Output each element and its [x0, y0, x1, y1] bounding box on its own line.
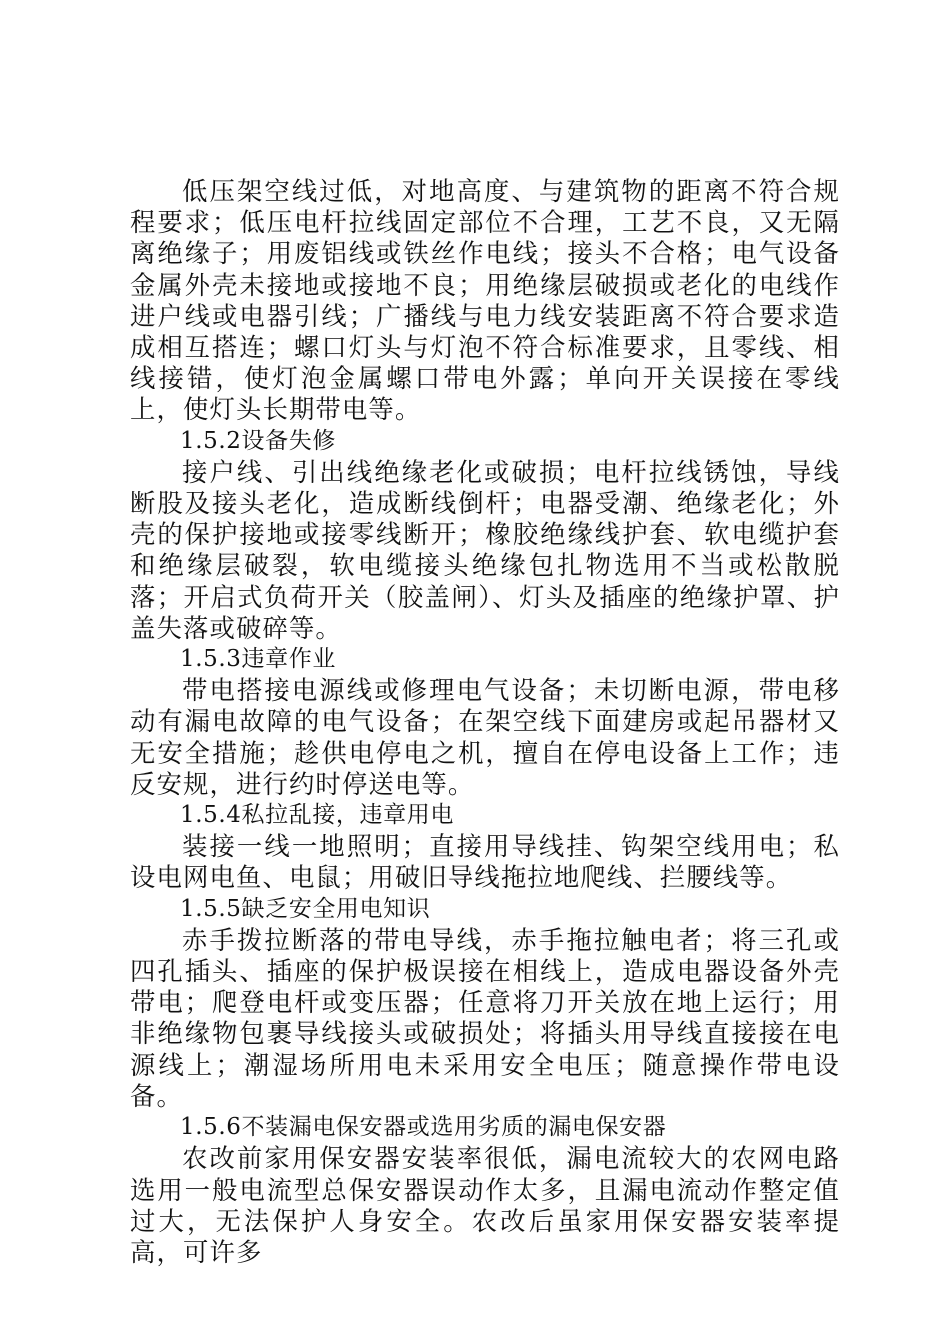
- paragraph-illegal-operation: 带电搭接电源线或修理电气设备；未切断电源，带电移动有漏电故障的电气设备；在架空线下面建房或起吊器材又无安全措施；趁供电停电之机，擅自在停电设备上工作；违反安规，进行约时停送电等。: [130, 675, 840, 799]
- paragraph-leakage-protector: 农改前家用保安器安装率很低，漏电流较大的农网电路选用一般电流型总保安器误动作太多，且漏电流动作整定值过大，无法保护人身安全。农改后虽家用保安器安装率提高，可许多: [130, 1143, 840, 1267]
- paragraph-illegal-connection: 装接一线一地照明；直接用导线挂、钩架空线用电；私设电网电鱼、电鼠；用破旧导线拖拉地爬线、拦腰线等。: [130, 831, 840, 893]
- heading-1-5-4: 1.5.4私拉乱接，违章用电: [180, 802, 454, 829]
- heading-1-5-3: 1.5.3违章作业: [180, 646, 336, 673]
- document-body: [130, 176, 840, 1268]
- paragraph-lack-of-knowledge: 赤手拨拉断落的带电导线，赤手拖拉触电者；将三孔或四孔插头、插座的保护极误接在相线上，造成电器设备外壳带电；爬登电杆或变压器；任意将刀开关放在地上运行；用非绝缘物包裹导线接头或破损处；将插头用导线直接接在电源线上；潮湿场所用电未采用安全电压；随意操作带电设备。: [130, 924, 840, 1111]
- paragraph-wiring-defects: 低压架空线过低，对地高度、与建筑物的距离不符合规程要求；低压电杆拉线固定部位不合理，工艺不良，又无隔离绝缘子；用废铝线或铁丝作电线；接头不合格；电气设备金属外壳未接地或接地不良；用绝缘层破损或老化的电线作进户线或电器引线；广播线与电力线安装距离不符合要求造成相互搭连；螺口灯头与灯泡不符合标准要求，且零线、相线接错，使灯泡金属螺口带电外露；单向开关误接在零线上，使灯头长期带电等。: [130, 176, 840, 425]
- heading-1-5-6: 1.5.6不装漏电保安器或选用劣质的漏电保安器: [180, 1114, 667, 1141]
- paragraph-equipment-disrepair: 接户线、引出线绝缘老化或破损；电杆拉线锈蚀，导线断股及接头老化，造成断线倒杆；电器受潮、绝缘老化；外壳的保护接地或接零线断开；橡胶绝缘线护套、软电缆护套和绝缘层破裂，软电缆接头绝缘包扎物选用不当或松散脱落；开启式负荷开关（胶盖闸）、灯头及插座的绝缘护罩、护盖失落或破碎等。: [130, 456, 840, 643]
- heading-1-5-2: 1.5.2设备失修: [180, 427, 336, 454]
- heading-1-5-5: 1.5.5缺乏安全用电知识: [180, 895, 431, 922]
